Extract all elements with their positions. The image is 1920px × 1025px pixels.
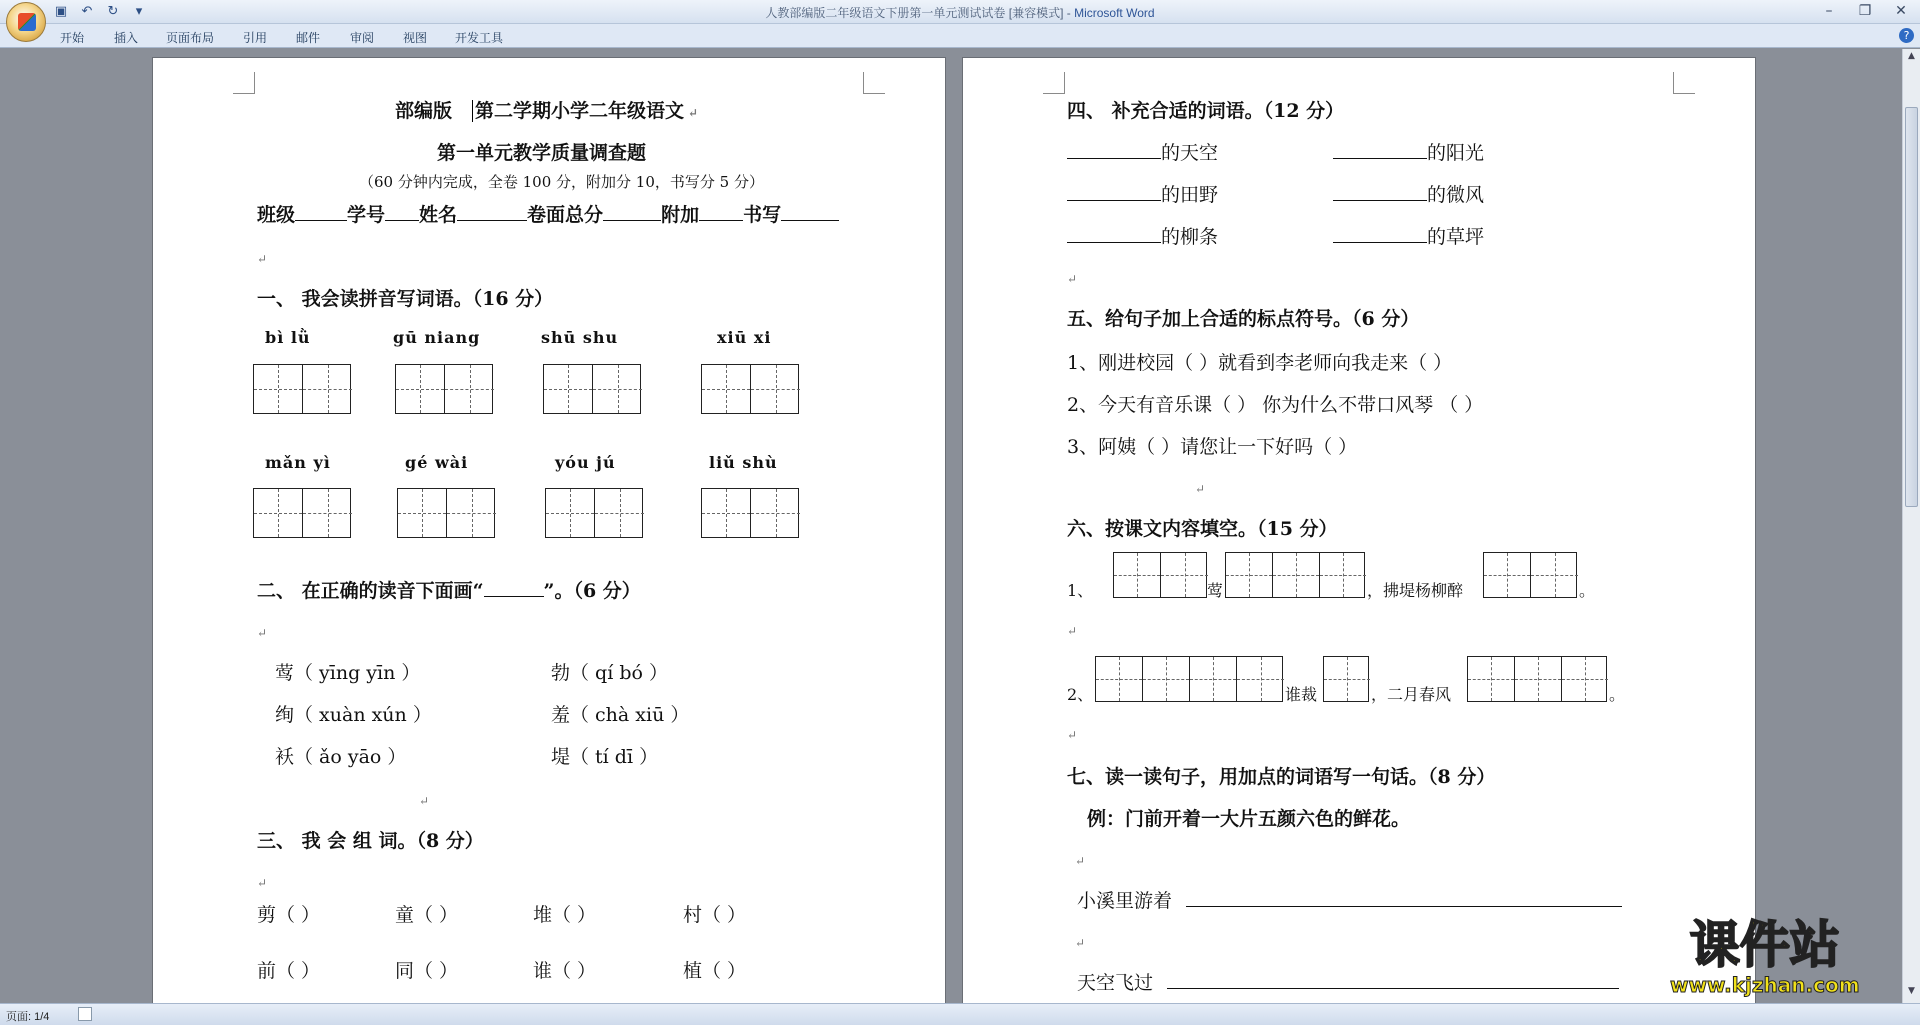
title-line-2: 第一单元教学质量调查题 xyxy=(437,142,647,164)
subtitle: （60 分钟内完成，全卷 100 分，附加分 10，书写分 5 分） xyxy=(359,173,764,191)
sentence-item xyxy=(1077,968,1619,995)
section-1-title: 一、 我会读拼音写词语。（16 分） xyxy=(257,288,554,310)
title-prefix: 部编版 xyxy=(395,100,453,122)
poem-text: ，拂堤杨柳醉 xyxy=(1367,581,1464,600)
pronunciation-item: 绚（ xuàn xún ） xyxy=(275,704,432,726)
page-count[interactable]: 页面: 1/4 xyxy=(6,1011,50,1023)
poem-text: 谁裁 xyxy=(1285,685,1318,704)
fill-word-text: 的田野 xyxy=(1161,184,1219,206)
poem-text: 。 xyxy=(1579,581,1596,600)
word-group-item: 同（ ） xyxy=(395,960,459,982)
margin-corner xyxy=(863,72,885,94)
tab-developer[interactable]: 开发工具 xyxy=(455,31,504,45)
poem-text: ，二月春风 xyxy=(1371,685,1452,704)
example-sentence: 例：门前开着一大片五颜六色的鲜花。 xyxy=(1087,808,1411,830)
vertical-scrollbar[interactable] xyxy=(1902,49,1920,1003)
word-group-item: 剪（ ） xyxy=(257,904,321,926)
class-label: 班级 xyxy=(257,204,296,226)
office-logo-icon xyxy=(18,13,36,31)
word-group-item: 童（ ） xyxy=(395,904,459,926)
writing-grid[interactable] xyxy=(253,488,351,538)
pronunciation-item: 袄（ ǎo yāo ） xyxy=(275,746,407,768)
tab-home[interactable]: 开始 xyxy=(60,31,85,45)
poem-grid[interactable] xyxy=(1467,656,1607,702)
scroll-down-icon[interactable]: ▼ xyxy=(1908,986,1915,996)
writing-grid[interactable] xyxy=(397,488,495,538)
punctuation-item: 2、今天有音乐课（ ） 你为什么不带口风琴 （ ） xyxy=(1067,394,1484,416)
close-button[interactable]: ✕ xyxy=(1895,3,1907,19)
tab-insert[interactable]: 插入 xyxy=(114,31,139,45)
extra-label: 附加 xyxy=(661,204,700,226)
customize-qat-icon[interactable]: ▾ xyxy=(135,4,143,19)
pinyin-4: xiū xi xyxy=(717,328,772,347)
pinyin-3: shū shu xyxy=(541,328,619,347)
watermark-logo xyxy=(1670,917,1860,997)
fill-poem-number: 1、 xyxy=(1067,581,1094,600)
pronunciation-item: 堤（ tí dī ） xyxy=(551,746,659,768)
writing-grid[interactable] xyxy=(395,364,493,414)
tab-view[interactable]: 视图 xyxy=(403,31,428,45)
section-6-title: 六、按课文内容填空。（15 分） xyxy=(1067,518,1338,540)
document-page-2[interactable]: 四、 补充合适的词语。（12 分） 的天空 的阳光 的田野 的微风 的柳条 的草坪 ↵ 五、给句子加上合适的标点符号。（6 分） 1、刚进校园（ ）就看到李老师向我走来（ ） 2、今天有音乐课（ ） 你为什么不带口风琴 （ ） 3、阿姨（ ）请您让一下好吗（ ） ↵ 六、按课文内容填空。（15 分） 1、 莺 ，拂堤杨柳醉 。 ↵ 2、 谁裁 ，二月春风 。 ↵ 七、读一读句子，用加点的词语写一句话。（8 分） 例：门前开着一大片五颜六色的鲜花。 ↵ 小溪里游着 ↵ 天空飞过 xyxy=(962,57,1756,1003)
writing-grid[interactable] xyxy=(545,488,643,538)
pinyin-6: gé wài xyxy=(405,453,469,472)
save-icon[interactable]: ▣ xyxy=(54,4,68,19)
tab-review[interactable]: 审阅 xyxy=(350,31,375,45)
pronunciation-item: 莺（ yīng yīn ） xyxy=(275,662,421,684)
number-label: 学号 xyxy=(347,204,386,226)
section-2-title-end: ”。（6 分） xyxy=(543,580,641,602)
window-controls xyxy=(1818,2,1912,20)
margin-corner xyxy=(233,72,255,94)
restore-button[interactable]: ❐ xyxy=(1858,3,1872,19)
fill-word-item xyxy=(1067,222,1218,249)
tab-references[interactable]: 引用 xyxy=(243,31,268,45)
fill-word-item xyxy=(1067,138,1218,165)
app-name: Microsoft Word xyxy=(1074,6,1155,20)
status-bar xyxy=(0,1003,1920,1025)
fill-word-item xyxy=(1067,180,1218,207)
section-2-title xyxy=(257,576,641,603)
poem-grid[interactable] xyxy=(1095,656,1283,702)
poem-grid[interactable] xyxy=(1225,552,1365,598)
proofing-icon[interactable] xyxy=(78,1007,92,1021)
fill-word-text: 的草坪 xyxy=(1427,226,1485,248)
poem-grid[interactable] xyxy=(1113,552,1207,598)
punctuation-item: 1、刚进校园（ ）就看到李老师向我走来（ ） xyxy=(1067,352,1453,374)
fill-word-item xyxy=(1333,180,1484,207)
scroll-thumb[interactable] xyxy=(1905,107,1918,507)
fill-word-item xyxy=(1333,222,1484,249)
section-5-title: 五、给句子加上合适的标点符号。（6 分） xyxy=(1067,308,1420,330)
word-group-item: 前（ ） xyxy=(257,960,321,982)
fill-word-item xyxy=(1333,138,1484,165)
pinyin-8: liǔ shù xyxy=(709,453,778,472)
margin-corner xyxy=(1673,72,1695,94)
ribbon-tabs xyxy=(0,24,1920,48)
office-button[interactable] xyxy=(6,2,46,42)
document-title: 人教部编版二年级语文下册第一单元测试试卷 [兼容模式] - xyxy=(765,6,1075,20)
sentence-prompt: 天空飞过 xyxy=(1077,972,1154,994)
undo-icon[interactable]: ↶ xyxy=(81,4,93,19)
watermark-text: 课件站 xyxy=(1689,916,1840,974)
writing-grid[interactable] xyxy=(701,364,799,414)
poem-grid[interactable] xyxy=(1323,656,1369,702)
word-group-item: 谁（ ） xyxy=(533,960,597,982)
poem-text: 莺 xyxy=(1207,581,1224,600)
title-line-1: 部编版 第二学期小学二年级语文 ↵ xyxy=(395,100,699,122)
section-2-title-start: 二、 在正确的读音下面画“ xyxy=(257,580,484,602)
title-bar xyxy=(0,0,1920,24)
pinyin-7: yóu jú xyxy=(555,453,616,472)
scroll-up-icon[interactable]: ▲ xyxy=(1908,51,1915,61)
pinyin-1: bì lǜ xyxy=(265,328,311,347)
tab-page-layout[interactable]: 页面布局 xyxy=(166,31,215,45)
fill-poem-number: 2、 xyxy=(1067,685,1094,704)
pinyin-5: mǎn yì xyxy=(265,453,331,472)
fill-word-text: 的天空 xyxy=(1161,142,1219,164)
redo-icon[interactable]: ↻ xyxy=(107,4,119,19)
total-score-label: 卷面总分 xyxy=(527,204,604,226)
word-group-item: 植（ ） xyxy=(683,960,747,982)
section-7-title: 七、读一读句子，用加点的词语写一句话。（8 分） xyxy=(1067,766,1496,788)
document-page-1[interactable]: 部编版 第二学期小学二年级语文 ↵ 第一单元教学质量调查题 （60 分钟内完成，全卷 100 分，附加分 10，书写分 5 分） 班级 学号 姓名 卷面总分 附加 书写 ↵ 一、 我会读拼音写词语。（16 分） bì lǜ gū niang shū shu xiū xi mǎn yì gé wài yóu jú liǔ shù 二、 在正确的读音下面画“ ”。（6 分） ↵ 莺（ yīng yīn ） 勃（ qí bó ） 绚（ xuàn xún ） 羞（ chà xiū ） 袄（ ǎo yāo ） 堤（ tí dī ） ↵ 三、 我 会 组 词。（8 分） ↵ 剪（ ） 童（ ） 堆（ ） 村（ ） 前（ ） 同（ ） 谁（ ） 植（ ） xyxy=(152,57,946,1003)
name-label: 姓名 xyxy=(419,204,458,226)
punctuation-item: 3、阿姨（ ）请您让一下好吗（ ） xyxy=(1067,436,1358,458)
poem-text: 。 xyxy=(1609,685,1626,704)
word-group-item: 村（ ） xyxy=(683,904,747,926)
window-title xyxy=(0,4,1920,21)
writing-grid[interactable] xyxy=(543,364,641,414)
fill-word-text: 的柳条 xyxy=(1161,226,1219,248)
title-main: 第二学期小学二年级语文 xyxy=(472,100,684,122)
student-info-line xyxy=(257,200,839,227)
fill-word-text: 的微风 xyxy=(1427,184,1485,206)
watermark-url: www.kjzhan.com xyxy=(1670,973,1860,997)
word-group-item: 堆（ ） xyxy=(533,904,597,926)
sentence-prompt: 小溪里游着 xyxy=(1077,890,1173,912)
sentence-item xyxy=(1077,886,1622,913)
tab-mailings[interactable]: 邮件 xyxy=(296,31,321,45)
section-4-title: 四、 补充合适的词语。（12 分） xyxy=(1067,100,1345,122)
writing-label: 书写 xyxy=(743,204,782,226)
help-icon[interactable]: ? xyxy=(1899,28,1914,43)
writing-grid[interactable] xyxy=(701,488,799,538)
poem-grid[interactable] xyxy=(1483,552,1577,598)
pronunciation-item: 勃（ qí bó ） xyxy=(551,662,668,684)
pronunciation-item: 羞（ chà xiū ） xyxy=(551,704,690,726)
fill-word-text: 的阳光 xyxy=(1427,142,1485,164)
section-3-title: 三、 我 会 组 词。（8 分） xyxy=(257,830,484,852)
writing-grid[interactable] xyxy=(253,364,351,414)
pinyin-2: gū niang xyxy=(393,328,481,347)
minimize-button[interactable]: – xyxy=(1825,3,1833,19)
margin-corner xyxy=(1043,72,1065,94)
document-workspace xyxy=(0,49,1902,1003)
